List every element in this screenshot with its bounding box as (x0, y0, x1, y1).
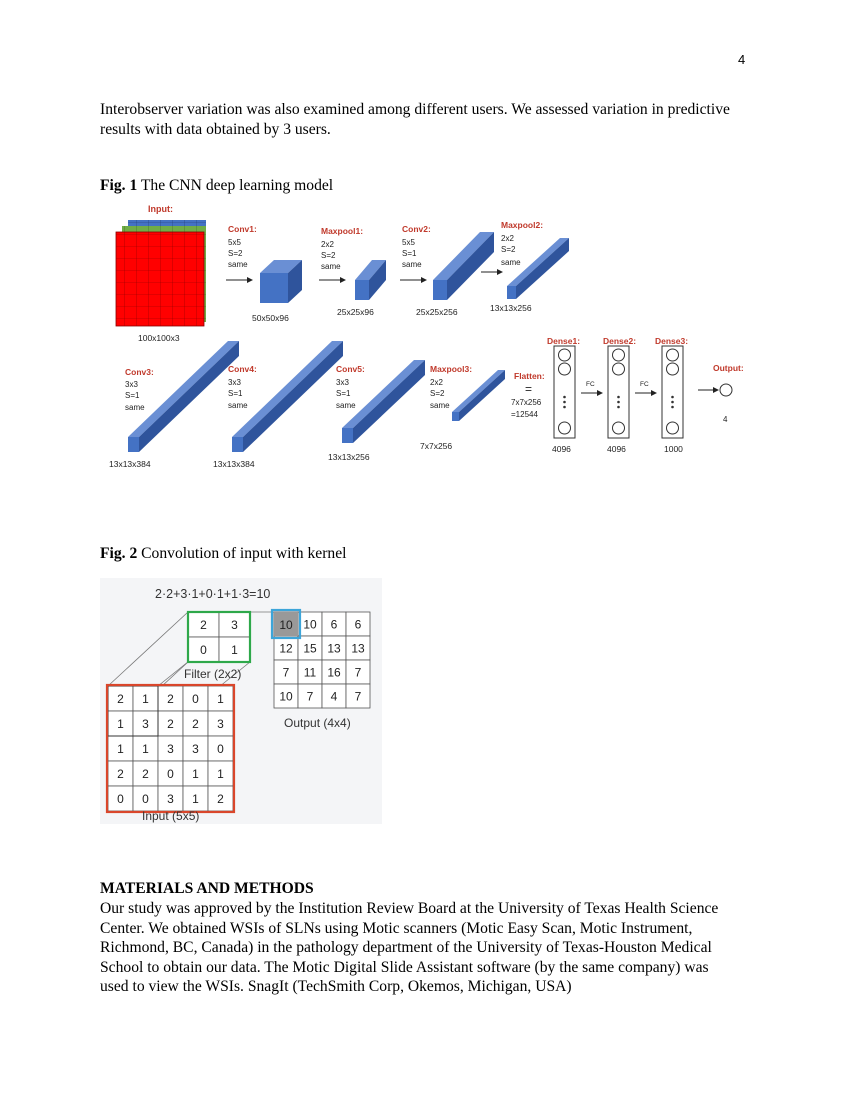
input-cell: 1 (142, 742, 149, 756)
filter-label: Filter (2x2) (184, 667, 242, 681)
input-grid (108, 686, 233, 811)
maxpool2-kernel: 2x2 (501, 234, 514, 243)
input-cell: 1 (192, 792, 199, 806)
output-cell: 10 (279, 689, 293, 704)
conv4-kernel: 3x3 (228, 378, 241, 387)
methods-paragraph: Our study was approved by the Institution Review Board at the University of Texas Health Science Center. We obtained WSIs of SLNs using Motic scanners (Motic Easy Scan, Motic Instrument, Richmond, BC, Canada) in the pathology department of the University of Texas-Houston Medical School to obtain our data. The Motic Digital Slide Assistant software (by the same company) was used to view the WSIs. SnagIt (TechSmith Corp, Okemos, Michigan, USA) (100, 900, 719, 995)
output-cell: 7 (354, 689, 362, 704)
input-cell: 3 (142, 717, 149, 731)
conv5-stride: S=1 (336, 389, 351, 398)
fig1-caption-text: The CNN deep learning model (137, 177, 334, 194)
input-cell: 1 (117, 742, 124, 756)
input-volume (116, 220, 206, 326)
maxpool3-output: 7x7x256 (420, 441, 453, 451)
fig2-label: Fig. 2 (100, 545, 138, 562)
conv4-block (232, 341, 343, 452)
dense2-layer (608, 346, 629, 438)
input-cell: 1 (217, 692, 224, 706)
filter-grid (188, 612, 250, 662)
input-cell: 3 (217, 717, 224, 731)
maxpool1-stride: S=2 (321, 251, 336, 260)
maxpool2-block (507, 238, 569, 299)
maxpool1-output: 25x25x96 (337, 307, 374, 317)
output-label: Output (4x4) (284, 716, 351, 730)
intro-paragraph: Interobserver variation was also examined among different users. We assessed variation in predictive results with data obtained by 3 users. (100, 101, 730, 138)
section-heading: MATERIALS AND METHODS (100, 880, 314, 897)
conv2-output: 25x25x256 (416, 307, 458, 317)
output-cell: 10 (303, 617, 317, 632)
maxpool3-padding: same (430, 401, 450, 410)
conv4-stride: S=1 (228, 389, 243, 398)
dense3-size: 1000 (664, 444, 683, 454)
output-cell: 15 (303, 641, 317, 656)
input-cell: 1 (192, 767, 199, 781)
conv4-label: Conv4: (228, 364, 257, 374)
maxpool3-stride: S=2 (430, 389, 445, 398)
maxpool2-label: Maxpool2: (501, 220, 544, 230)
output-cell: 10 (279, 618, 293, 632)
maxpool1-padding: same (321, 262, 341, 271)
conv1-stride: S=2 (228, 249, 243, 258)
output-cell: 4 (330, 689, 338, 704)
input-cell: 2 (217, 792, 224, 806)
flatten-shape: 7x7x256 (511, 398, 542, 407)
input-cell: 0 (167, 767, 174, 781)
filter-cell: 2 (200, 618, 207, 632)
flatten-label: Flatten: (514, 371, 545, 381)
conv2-padding: same (402, 260, 422, 269)
input-cell: 2 (167, 717, 174, 731)
input-cell: 2 (192, 717, 199, 731)
maxpool1-kernel: 2x2 (321, 240, 334, 249)
maxpool3-label: Maxpool3: (430, 364, 473, 374)
conv1-kernel: 5x5 (228, 238, 241, 247)
conv1-label: Conv1: (228, 224, 257, 234)
output-cell: 6 (354, 617, 362, 632)
input-cell: 0 (117, 792, 124, 806)
maxpool1-label: Maxpool1: (321, 226, 364, 236)
conv2-label: Conv2: (402, 224, 431, 234)
input-cell: 2 (117, 692, 124, 706)
conv1-padding: same (228, 260, 248, 269)
input-cell: 1 (217, 767, 224, 781)
conv1-output: 50x50x96 (252, 313, 289, 323)
output-node (720, 384, 732, 396)
input-label: Input: (148, 204, 173, 214)
filter-cell: 0 (200, 643, 207, 657)
fig2-caption-text: Convolution of input with kernel (137, 545, 347, 562)
flatten-size: =12544 (511, 410, 538, 419)
input-cell: 2 (117, 767, 124, 781)
conv3-label: Conv3: (125, 367, 154, 377)
maxpool1-block (355, 260, 386, 300)
dense2-size: 4096 (607, 444, 626, 454)
conv4-output: 13x13x384 (213, 459, 255, 469)
output-cell: 11 (303, 665, 317, 680)
dense3-label: Dense3: (655, 336, 689, 346)
output-cell: 13 (351, 641, 365, 656)
dense1-layer (554, 346, 575, 438)
conv5-kernel: 3x3 (336, 378, 349, 387)
conv2-stride: S=1 (402, 249, 417, 258)
flatten-equals: = (525, 382, 533, 396)
conv5-output: 13x13x256 (328, 452, 370, 462)
input-size: 100x100x3 (138, 333, 180, 343)
fig2-caption (100, 545, 346, 563)
input-cell: 1 (142, 692, 149, 706)
conv3-output: 13x13x384 (109, 459, 151, 469)
output-cell: 6 (330, 617, 338, 632)
maxpool2-output: 13x13x256 (490, 303, 532, 313)
maxpool3-kernel: 2x2 (430, 378, 443, 387)
dense1-label: Dense1: (547, 336, 581, 346)
fig1-label: Fig. 1 (100, 177, 138, 194)
input-cell: 0 (217, 742, 224, 756)
input-cell: 3 (167, 742, 174, 756)
fc1-label: FC (586, 381, 595, 388)
maxpool2-stride: S=2 (501, 245, 516, 254)
cnn-architecture-figure (100, 198, 760, 490)
fig1-caption (100, 177, 333, 195)
output-cell: 7 (282, 665, 290, 680)
conv2-kernel: 5x5 (402, 238, 415, 247)
dense1-size: 4096 (552, 444, 571, 454)
conv5-label: Conv5: (336, 364, 365, 374)
output-cell: 7 (306, 689, 314, 704)
input-cell: 3 (192, 742, 199, 756)
input-cell: 2 (167, 692, 174, 706)
output-label: Output: (713, 363, 744, 373)
maxpool2-padding: same (501, 258, 521, 267)
conv3-block (128, 341, 239, 452)
input-cell: 2 (142, 767, 149, 781)
output-size: 4 (723, 415, 728, 424)
maxpool3-block (452, 370, 505, 421)
input-cell: 0 (192, 692, 199, 706)
input-cell: 3 (167, 792, 174, 806)
input-label: Input (5x5) (142, 809, 200, 823)
conv4-padding: same (228, 401, 248, 410)
conv3-kernel: 3x3 (125, 380, 138, 389)
convolution-figure (100, 578, 382, 824)
convolution-equation: 2·2+3·1+0·1+1·3=10 (155, 587, 271, 601)
output-cell: 16 (327, 665, 341, 680)
output-cell: 7 (354, 665, 362, 680)
dense3-layer (662, 346, 683, 438)
conv1-block (260, 260, 302, 303)
conv2-block (433, 232, 494, 300)
output-cell: 12 (279, 641, 293, 656)
fc2-label: FC (640, 381, 649, 388)
conv5-padding: same (336, 401, 356, 410)
filter-cell: 1 (231, 643, 238, 657)
input-cell: 1 (117, 717, 124, 731)
filter-cell: 3 (231, 618, 238, 632)
conv3-padding: same (125, 403, 145, 412)
dense2-label: Dense2: (603, 336, 637, 346)
output-cell: 13 (327, 641, 341, 656)
conv3-stride: S=1 (125, 391, 140, 400)
input-cell: 0 (142, 792, 149, 806)
page-number: 4 (738, 52, 746, 67)
